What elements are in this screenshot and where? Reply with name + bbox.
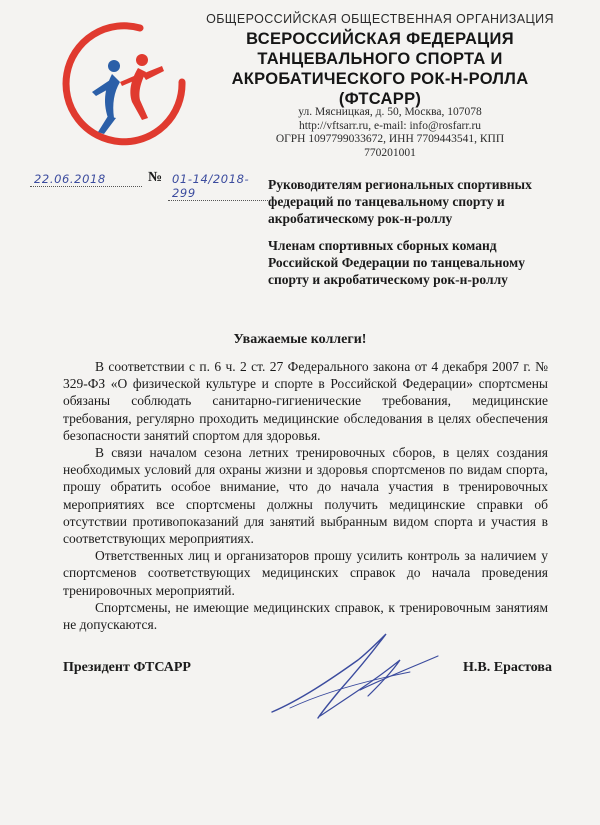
federation-abbreviation: (ФТСАРР) (338, 90, 422, 108)
registration-numbers: ОГРН 1097799033672, ИНН 7709443541, КПП 770201001 (275, 133, 505, 159)
federation-logo (62, 20, 192, 150)
letter-body (63, 358, 548, 633)
number-label: № (148, 170, 163, 185)
addressee-national-teams: Членам спортивных сборных команд Российской Федерации по танцевальному спорту и акробатическому рок-н-роллу (268, 238, 525, 287)
federation-name-line-3: АКРОБАТИЧЕСКОГО РОК-Н-РОЛЛА (231, 70, 529, 88)
federation-name-line-1: ВСЕРОССИЙСКАЯ ФЕДЕРАЦИЯ (246, 30, 514, 48)
organization-type: ОБЩЕРОССИЙСКАЯ ОБЩЕСТВЕННАЯ ОРГАНИЗАЦИЯ (206, 12, 554, 26)
handwritten-signature (260, 620, 450, 730)
greeting: Уважаемые коллеги! (233, 332, 367, 347)
organization-header (190, 12, 570, 109)
contact-details (255, 106, 525, 160)
web-email: http://vftsarr.ru, e-mail: info@rosfarr.ru (298, 119, 482, 132)
letter-number: 01-14/2018-299 (168, 172, 268, 201)
addressee-regional-federations: Руководителям региональных спортивных федераций по танцевальному спорту и акробатическому рок-н-роллу (268, 177, 532, 226)
paragraph: Спортсмены, не имеющие медицинских справок, к тренировочным занятиям не допускаются. (63, 599, 548, 633)
address: ул. Мясницкая, д. 50, Москва, 107078 (298, 106, 482, 118)
paragraph: В связи началом сезона летних тренировочных сборов, в целях создания необходимых условий для охраны жизни и здоровья спортсменов по видам спорта, прошу обратить особое внимание, что до начала участия в тренировочных мероприятиях все спортсмены должны получить медицинские справки об отсутствии противопоказаний для занятий выбранным видом спорта и участия в соответствующих мероприятиях. (63, 445, 548, 547)
signatory-title: Президент ФТСАРР (63, 660, 191, 675)
federation-name-line-2: ТАНЦЕВАЛЬНОГО СПОРТА И (257, 50, 503, 68)
signatory-name: Н.В. Ерастова (463, 660, 552, 675)
paragraph: Ответственных лиц и организаторов прошу усилить контроль за наличием у спортсменов соответствующих медицинских справок до начала проведения тренировочных мероприятий. (63, 548, 548, 598)
paragraph: В соответствии с п. 6 ч. 2 ст. 27 Федерального закона от 4 декабря 2007 г. № 329-ФЗ «О физической культуре и спорте в Российской Федерации» спортсмены обязаны соблюдать санитарно-гигиенические требования, медицинские требования, регулярно проходить медицинские обследования в целях обеспечения безопасности занятий спортом для здоровья. (63, 359, 548, 443)
letter-date: 22.06.2018 (30, 172, 142, 187)
